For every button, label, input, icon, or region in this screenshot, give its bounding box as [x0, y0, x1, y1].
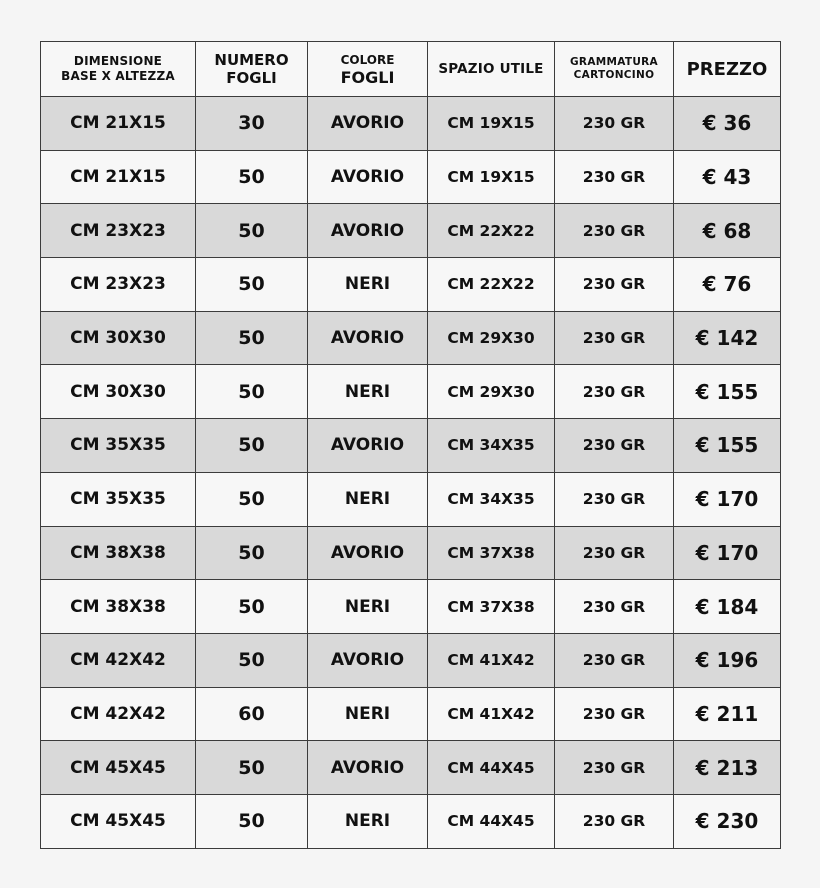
table-row — [41, 419, 781, 473]
table-row — [41, 365, 781, 419]
cell-grammatura: 230 GR — [555, 150, 674, 204]
table-row — [41, 687, 781, 741]
cell-prezzo: € 184 — [674, 580, 781, 634]
cell-grammatura: 230 GR — [555, 687, 674, 741]
table-row — [41, 97, 781, 151]
cell-numero-fogli: 50 — [196, 204, 308, 258]
cell-colore-fogli: NERI — [308, 687, 428, 741]
cell-grammatura: 230 GR — [555, 794, 674, 848]
cell-prezzo: € 155 — [674, 419, 781, 473]
cell-dimensione: CM 35X35 — [41, 472, 196, 526]
cell-prezzo: € 36 — [674, 97, 781, 151]
header-prezzo — [674, 42, 781, 97]
cell-grammatura: 230 GR — [555, 204, 674, 258]
cell-dimensione: CM 38X38 — [41, 580, 196, 634]
table-row — [41, 794, 781, 848]
header-dimensione-line2: BASE X ALTEZZA — [61, 69, 175, 83]
cell-spazio-utile: CM 44X45 — [428, 741, 555, 795]
cell-dimensione: CM 42X42 — [41, 633, 196, 687]
cell-dimensione: CM 30X30 — [41, 311, 196, 365]
cell-prezzo: € 68 — [674, 204, 781, 258]
cell-spazio-utile: CM 37X38 — [428, 580, 555, 634]
cell-grammatura: 230 GR — [555, 472, 674, 526]
header-colore — [308, 42, 428, 97]
cell-grammatura: 230 GR — [555, 258, 674, 312]
header-dimensione — [41, 42, 196, 97]
cell-spazio-utile: CM 37X38 — [428, 526, 555, 580]
price-table — [40, 41, 781, 849]
header-numero-line2: FOGLI — [226, 69, 277, 87]
cell-dimensione: CM 42X42 — [41, 687, 196, 741]
cell-colore-fogli: AVORIO — [308, 419, 428, 473]
cell-spazio-utile: CM 34X35 — [428, 419, 555, 473]
cell-colore-fogli: NERI — [308, 258, 428, 312]
header-colore-line1: COLORE — [340, 52, 395, 67]
cell-spazio-utile: CM 41X42 — [428, 687, 555, 741]
cell-numero-fogli: 50 — [196, 258, 308, 312]
cell-numero-fogli: 50 — [196, 472, 308, 526]
cell-colore-fogli: AVORIO — [308, 526, 428, 580]
cell-colore-fogli: AVORIO — [308, 633, 428, 687]
cell-colore-fogli: AVORIO — [308, 741, 428, 795]
cell-grammatura: 230 GR — [555, 741, 674, 795]
header-grammatura — [555, 42, 674, 97]
cell-prezzo: € 76 — [674, 258, 781, 312]
header-spazio — [428, 42, 555, 97]
cell-dimensione: CM 45X45 — [41, 741, 196, 795]
cell-grammatura: 230 GR — [555, 419, 674, 473]
cell-prezzo: € 196 — [674, 633, 781, 687]
cell-colore-fogli: NERI — [308, 472, 428, 526]
cell-prezzo: € 211 — [674, 687, 781, 741]
cell-spazio-utile: CM 34X35 — [428, 472, 555, 526]
cell-prezzo: € 43 — [674, 150, 781, 204]
cell-numero-fogli: 30 — [196, 97, 308, 151]
table-row — [41, 150, 781, 204]
table-body — [41, 97, 781, 849]
cell-colore-fogli: AVORIO — [308, 150, 428, 204]
table-row — [41, 526, 781, 580]
header-prezzo-label: PREZZO — [686, 58, 768, 80]
table-row — [41, 258, 781, 312]
cell-colore-fogli: NERI — [308, 580, 428, 634]
cell-dimensione: CM 21X15 — [41, 97, 196, 151]
header-numero-line1: NUMERO — [214, 51, 289, 69]
cell-dimensione: CM 30X30 — [41, 365, 196, 419]
cell-numero-fogli: 50 — [196, 311, 308, 365]
header-dimensione-line1: DIMENSIONE — [73, 54, 163, 68]
header-numero — [196, 42, 308, 97]
cell-prezzo: € 170 — [674, 472, 781, 526]
cell-spazio-utile: CM 29X30 — [428, 365, 555, 419]
cell-colore-fogli: NERI — [308, 365, 428, 419]
cell-numero-fogli: 50 — [196, 794, 308, 848]
cell-numero-fogli: 60 — [196, 687, 308, 741]
cell-numero-fogli: 50 — [196, 526, 308, 580]
cell-grammatura: 230 GR — [555, 526, 674, 580]
cell-prezzo: € 142 — [674, 311, 781, 365]
cell-dimensione: CM 35X35 — [41, 419, 196, 473]
cell-spazio-utile: CM 29X30 — [428, 311, 555, 365]
cell-grammatura: 230 GR — [555, 633, 674, 687]
cell-grammatura: 230 GR — [555, 580, 674, 634]
cell-prezzo: € 170 — [674, 526, 781, 580]
cell-numero-fogli: 50 — [196, 365, 308, 419]
table-row — [41, 633, 781, 687]
cell-prezzo: € 230 — [674, 794, 781, 848]
header-spazio-label: SPAZIO UTILE — [438, 60, 544, 77]
cell-colore-fogli: AVORIO — [308, 311, 428, 365]
cell-dimensione: CM 45X45 — [41, 794, 196, 848]
cell-grammatura: 230 GR — [555, 365, 674, 419]
cell-spazio-utile: CM 22X22 — [428, 204, 555, 258]
cell-colore-fogli: AVORIO — [308, 204, 428, 258]
cell-dimensione: CM 23X23 — [41, 258, 196, 312]
cell-dimensione: CM 23X23 — [41, 204, 196, 258]
cell-numero-fogli: 50 — [196, 741, 308, 795]
header-colore-line2: FOGLI — [340, 67, 395, 87]
cell-numero-fogli: 50 — [196, 150, 308, 204]
cell-spazio-utile: CM 19X15 — [428, 97, 555, 151]
header-grammatura-line1: GRAMMATURA — [570, 56, 658, 68]
cell-numero-fogli: 50 — [196, 633, 308, 687]
cell-spazio-utile: CM 44X45 — [428, 794, 555, 848]
cell-spazio-utile: CM 22X22 — [428, 258, 555, 312]
cell-grammatura: 230 GR — [555, 97, 674, 151]
table-row — [41, 580, 781, 634]
cell-colore-fogli: NERI — [308, 794, 428, 848]
cell-numero-fogli: 50 — [196, 419, 308, 473]
cell-prezzo: € 155 — [674, 365, 781, 419]
cell-grammatura: 230 GR — [555, 311, 674, 365]
cell-colore-fogli: AVORIO — [308, 97, 428, 151]
cell-dimensione: CM 38X38 — [41, 526, 196, 580]
cell-prezzo: € 213 — [674, 741, 781, 795]
table-row — [41, 204, 781, 258]
table-row — [41, 311, 781, 365]
cell-spazio-utile: CM 19X15 — [428, 150, 555, 204]
cell-numero-fogli: 50 — [196, 580, 308, 634]
table-row — [41, 472, 781, 526]
cell-dimensione: CM 21X15 — [41, 150, 196, 204]
header-grammatura-line2: CARTONCINO — [573, 69, 655, 81]
table-row — [41, 741, 781, 795]
cell-spazio-utile: CM 41X42 — [428, 633, 555, 687]
header-row — [41, 42, 781, 97]
